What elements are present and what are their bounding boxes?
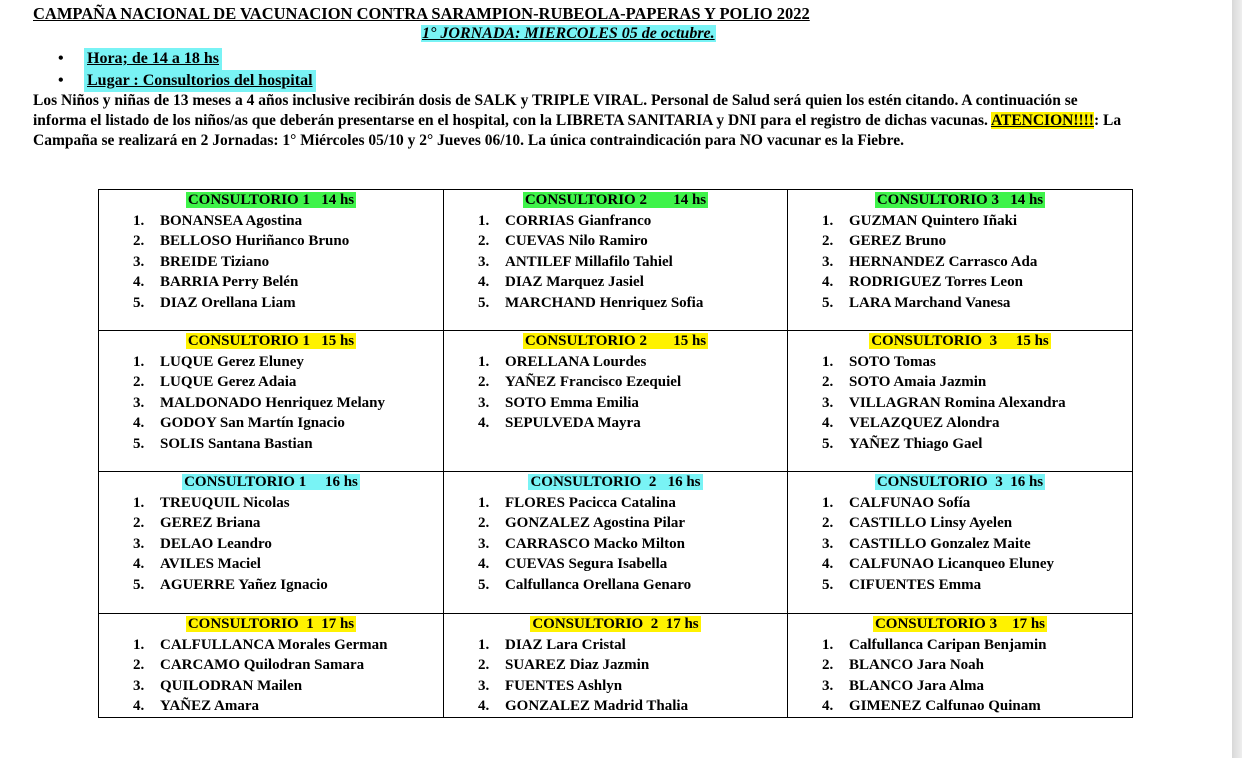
consultorio-header-label: CONSULTORIO 3 15 hs [871,333,1049,349]
patient-name: CORRIAS Gianfranco [505,212,652,229]
consultorio-cell [99,472,444,614]
consultorio-cell [444,614,788,718]
list-item [788,554,1132,575]
page-edge [1232,0,1242,758]
item-number: 1. [478,494,490,511]
item-number: 1. [478,212,490,229]
consultorio-header-label: CONSULTORIO 3 17 hs [874,616,1046,632]
item-number: 4. [822,698,834,714]
item-number: 4. [478,556,490,572]
list-item [788,696,1132,717]
item-number: 1. [133,636,145,653]
consultorio-header-label: CONSULTORIO 1 15 hs [187,333,355,349]
patient-name: CALFUNAO Licanqueo Eluney [849,556,1055,572]
consultorio-header [788,331,1132,352]
patient-name: CARRASCO Macko Milton [505,535,685,552]
item-number: 5. [822,435,834,452]
item-number: 4. [133,415,145,431]
item-number: 5. [478,576,490,593]
patient-name: QUILODRAN Mailen [160,677,303,694]
list-item [99,513,443,534]
list-item [788,513,1132,534]
patient-name: AGUERRE Yañez Ignacio [160,576,328,593]
consultorio-cell [444,472,788,614]
patient-list [444,635,787,717]
patient-name: ORELLANA Lourdes [505,353,647,370]
list-item [788,393,1132,414]
list-item [99,575,443,596]
patient-name: GODOY San Martín Ignacio [160,415,345,431]
item-number: 2. [822,233,834,249]
list-item [788,413,1132,434]
consultorio-cell [444,190,788,331]
list-item [99,696,443,717]
patient-name: CARCAMO Quilodran Samara [160,657,365,673]
list-item [444,513,787,534]
intro-paragraph [33,91,1133,151]
patient-name: ANTILEF Millafilo Tahiel [505,253,673,270]
list-item [444,211,787,232]
list-item [788,635,1132,656]
list-item [788,493,1132,514]
document-title: CAMPAÑA NACIONAL DE VACUNACION CONTRA SARAMPION-RUBEOLA-PAPERAS Y POLIO 2022 [33,4,810,23]
item-number: 2. [478,233,490,249]
list-item [444,252,787,273]
item-number: 3. [822,535,834,552]
list-item [99,372,443,393]
consultorio-header-label: CONSULTORIO 1 14 hs [187,192,355,208]
patient-name: YAÑEZ Francisco Ezequiel [505,374,682,390]
consultorio-cell [788,331,1133,472]
schedule-row [99,331,1133,472]
list-item [444,554,787,575]
patient-name: BLANCO Jara Noah [849,657,985,673]
patient-list [788,635,1132,717]
patient-list [444,352,787,434]
patient-name: LUQUE Gerez Eluney [160,353,304,370]
list-item [99,534,443,555]
list-item [99,293,443,314]
bullet-icon: • [58,72,64,89]
schedule-row [99,472,1133,614]
list-item [99,635,443,656]
list-item [788,676,1132,697]
patient-list [788,493,1132,596]
consultorio-header-label: CONSULTORIO 3 14 hs [876,192,1044,208]
patient-list [444,493,787,596]
patient-name: DIAZ Lara Cristal [505,636,626,653]
consultorio-header-label: CONSULTORIO 1 16 hs [184,474,358,490]
patient-name: DIAZ Orellana Liam [160,294,296,311]
consultorio-header [788,190,1132,211]
schedule-row [99,190,1133,331]
list-item [444,272,787,293]
list-item [444,352,787,373]
consultorio-header-label: CONSULTORIO 2 15 hs [524,333,707,349]
list-item [788,252,1132,273]
patient-name: BLANCO Jara Alma [849,677,984,694]
consultorio-header [444,472,787,493]
list-item [444,575,787,596]
patient-list [99,352,443,455]
subtitle-wrap [421,25,716,43]
bullet-icon: • [58,50,64,67]
patient-name: FLORES Pacicca Catalina [505,494,676,511]
patient-name: CUEVAS Nilo Ramiro [505,233,648,249]
list-item [788,272,1132,293]
item-number: 3. [478,677,490,694]
item-number: 2. [478,374,490,390]
consultorio-header [444,614,787,635]
list-item [99,272,443,293]
item-number: 3. [133,677,145,694]
consultorio-header-label: CONSULTORIO 2 16 hs [530,474,701,490]
item-number: 4. [133,698,145,714]
item-number: 1. [822,212,834,229]
list-item [444,635,787,656]
item-number: 4. [478,698,490,714]
consultorio-cell [788,190,1133,331]
bullet-hora-text: Hora; de 14 a 18 hs [84,48,222,70]
list-item [444,655,787,676]
item-number: 2. [133,374,145,390]
item-number: 3. [133,253,145,270]
consultorio-header [99,614,443,635]
patient-name: YAÑEZ Thiago Gael [849,435,983,452]
item-number: 1. [133,494,145,511]
list-item [788,372,1132,393]
item-number: 1. [478,353,490,370]
item-number: 4. [822,415,834,431]
patient-name: BARRIA Perry Belén [160,274,299,290]
patient-name: GEREZ Bruno [849,233,947,249]
item-number: 1. [133,212,145,229]
attention-label: ATENCION!!!! [990,112,1094,129]
patient-name: SOTO Emma Emilia [505,394,639,411]
consultorio-header-label: CONSULTORIO 1 17 hs [187,616,355,632]
patient-name: SOLIS Santana Bastian [160,435,313,452]
patient-name: LARA Marchand Vanesa [849,294,1011,311]
consultorio-header [99,331,443,352]
patient-name: YAÑEZ Amara [160,698,260,714]
patient-name: SOTO Amaia Jazmin [849,374,987,390]
list-item [99,211,443,232]
consultorio-header [99,472,443,493]
item-number: 2. [133,515,145,531]
consultorio-cell [788,472,1133,614]
patient-name: CASTILLO Gonzalez Maite [849,535,1031,552]
list-item [99,352,443,373]
patient-name: DIAZ Marquez Jasiel [505,274,644,290]
item-number: 4. [478,274,490,290]
item-number: 5. [133,435,145,452]
patient-list [444,211,787,314]
patient-name: Calfullanca Orellana Genaro [505,576,692,593]
list-item [788,434,1132,455]
item-number: 2. [822,515,834,531]
item-number: 3. [822,394,834,411]
consultorio-cell [99,614,444,718]
item-number: 3. [822,253,834,270]
list-item [99,655,443,676]
patient-name: HERNANDEZ Carrasco Ada [849,253,1038,270]
patient-name: VELAZQUEZ Alondra [849,415,1000,431]
item-number: 5. [133,576,145,593]
patient-name: GONZALEZ Madrid Thalia [505,698,689,714]
schedule-row [99,614,1133,718]
item-number: 5. [478,294,490,311]
list-item [788,293,1132,314]
item-number: 4. [822,274,834,290]
list-item [99,393,443,414]
patient-name: GUZMAN Quintero Iñaki [849,212,1018,229]
consultorio-header-label: CONSULTORIO 2 17 hs [532,616,699,632]
patient-list [788,352,1132,455]
consultorio-header [444,190,787,211]
list-item [444,293,787,314]
list-item [444,696,787,717]
patient-name: CASTILLO Linsy Ayelen [849,515,1013,531]
item-number: 3. [478,394,490,411]
item-number: 5. [822,294,834,311]
item-number: 2. [133,657,145,673]
patient-name: Calfullanca Caripan Benjamin [849,636,1047,653]
schedule-body [99,190,1133,718]
list-item [99,434,443,455]
patient-name: GEREZ Briana [160,515,261,531]
patient-list [99,493,443,596]
item-number: 2. [133,233,145,249]
patient-name: DELAO Leandro [160,535,272,552]
list-item [99,554,443,575]
list-item [788,655,1132,676]
list-item [444,493,787,514]
bullet-lugar-text: Lugar : Consultorios del hospital [84,70,316,92]
list-item [788,352,1132,373]
item-number: 4. [133,556,145,572]
item-number: 2. [478,515,490,531]
consultorio-header-label: CONSULTORIO 2 14 hs [524,192,707,208]
item-number: 4. [133,274,145,290]
patient-name: GIMENEZ Calfunao Quinam [849,698,1041,714]
list-item [444,413,787,434]
item-number: 1. [822,353,834,370]
list-item [99,252,443,273]
list-item [788,211,1132,232]
patient-name: CUEVAS Segura Isabella [505,556,668,572]
item-number: 3. [133,535,145,552]
patient-name: MALDONADO Henriquez Melany [160,394,385,411]
patient-name: SEPULVEDA Mayra [505,415,641,431]
patient-list [99,211,443,314]
consultorio-header [788,472,1132,493]
consultorio-header [99,190,443,211]
patient-list [788,211,1132,314]
consultorio-cell [99,331,444,472]
patient-list [99,635,443,717]
item-number: 2. [822,657,834,673]
patient-name: BELLOSO Huriñanco Bruno [160,233,350,249]
item-number: 5. [133,294,145,311]
patient-name: FUENTES Ashlyn [505,677,623,694]
patient-name: GONZALEZ Agostina Pilar [505,515,686,531]
patient-name: LUQUE Gerez Adaia [160,374,297,390]
list-item [99,493,443,514]
consultorio-cell [788,614,1133,718]
item-number: 3. [822,677,834,694]
patient-name: VILLAGRAN Romina Alexandra [849,394,1066,411]
item-number: 1. [133,353,145,370]
consultorio-header [788,614,1132,635]
patient-name: CIFUENTES Emma [849,576,982,593]
consultorio-header-label: CONSULTORIO 3 16 hs [876,474,1044,490]
item-number: 3. [133,394,145,411]
intro-text-2: : La Campaña se realizará en 2 Jornadas: 1° Miércoles 05/10 y 2° Jueves 06/10. La única contraindicación para NO vacunar es la Fiebre. [33,112,1122,149]
item-number: 3. [478,253,490,270]
item-number: 5. [822,576,834,593]
consultorio-header [444,331,787,352]
patient-name: MARCHAND Henriquez Sofia [505,294,704,311]
list-item [788,575,1132,596]
list-item [99,231,443,252]
patient-name: SOTO Tomas [849,353,936,370]
schedule-table [98,189,1133,718]
consultorio-cell [99,190,444,331]
list-item [444,676,787,697]
patient-name: CALFUNAO Sofía [849,494,971,511]
list-item [788,534,1132,555]
item-number: 1. [822,636,834,653]
list-item [444,231,787,252]
list-item [788,231,1132,252]
patient-name: RODRIGUEZ Torres Leon [849,274,1023,290]
intro-text-1: Los Niños y niñas de 13 meses a 4 años inclusive recibirán dosis de SALK y TRIPLE VIRAL. Personal de Salud será quien los estén citando. A continuación se informa el listado de los niños/as que deberán presentarse en el hospital, con la LIBRETA SANITARIA y DNI para el registro de dichas vacunas. [33,92,1078,129]
item-number: 4. [478,415,490,431]
patient-name: SUAREZ Diaz Jazmin [505,657,650,673]
consultorio-cell [444,331,788,472]
patient-name: BONANSEA Agostina [160,212,303,229]
item-number: 1. [478,636,490,653]
patient-name: CALFULLANCA Morales German [160,636,388,653]
list-item [99,676,443,697]
patient-name: AVILES Maciel [160,556,261,572]
item-number: 2. [822,374,834,390]
item-number: 3. [478,535,490,552]
list-item [444,372,787,393]
patient-name: TREUQUIL Nicolas [160,494,290,511]
patient-name: BREIDE Tiziano [160,253,270,270]
item-number: 4. [822,556,834,572]
document-subtitle: 1° JORNADA: MIERCOLES 05 de octubre. [422,25,715,42]
list-item [444,534,787,555]
item-number: 1. [822,494,834,511]
list-item [99,413,443,434]
list-item [444,393,787,414]
item-number: 2. [478,657,490,673]
